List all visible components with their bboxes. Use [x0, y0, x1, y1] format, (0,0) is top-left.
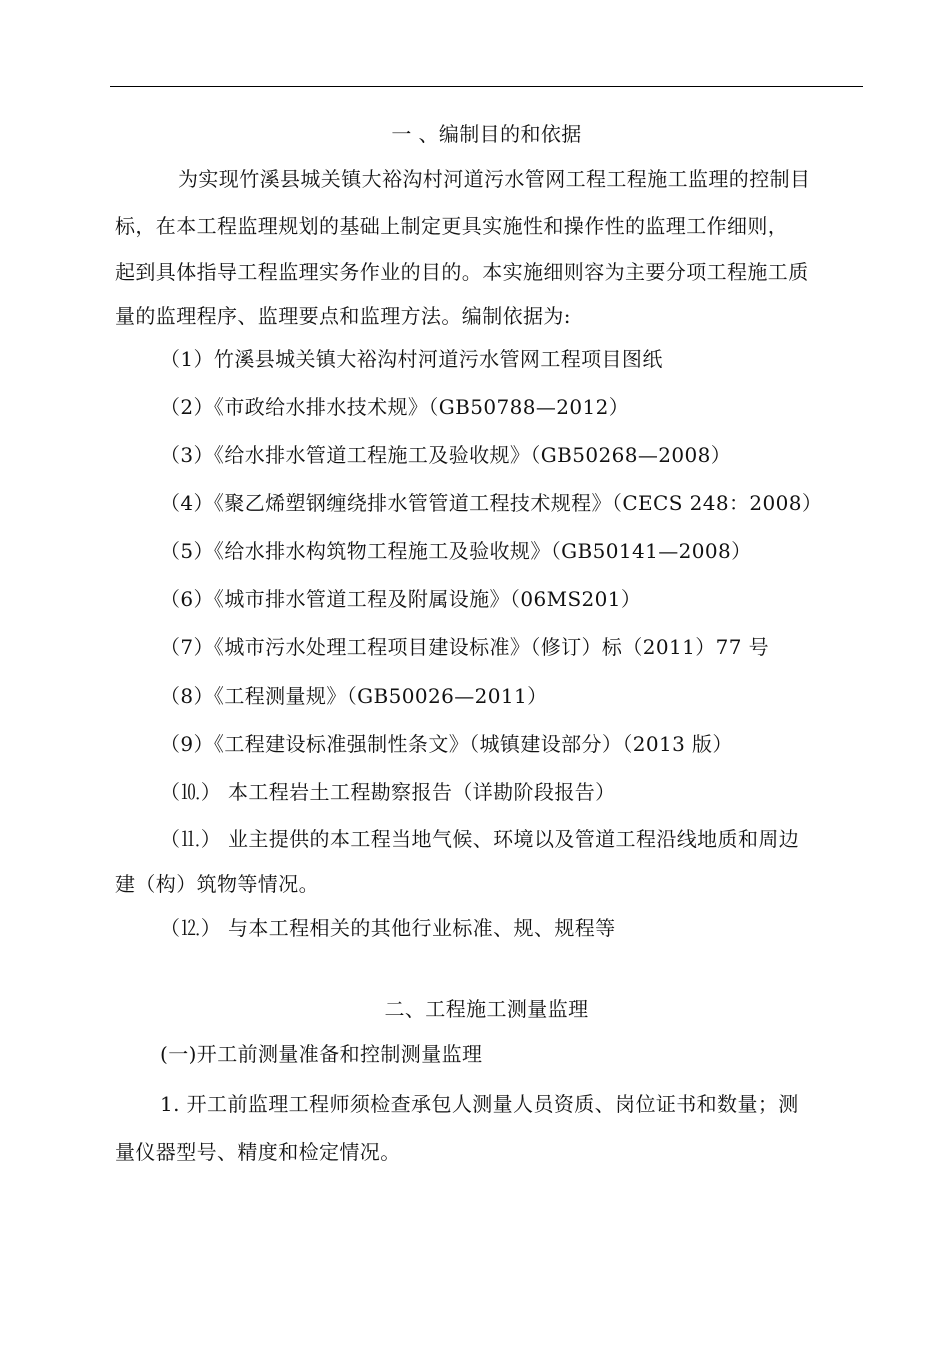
basis-item-3: （3）《给水排水管道工程施工及验收规》（GB50268—2008）	[160, 443, 732, 467]
intro-line-2: 标，在本工程监理规划的基础上制定更具实施性和操作性的监理工作细则，	[115, 214, 789, 238]
basis-item-8: （8）《工程测量规》（GB50026—2011）	[160, 684, 548, 708]
para-line-1: 1. 开工前监理工程师须检查承包人测量人员资质、岗位证书和数量；测	[160, 1092, 799, 1116]
basis-item-6: （6）《城市排水管道工程及附属设施》（06MS201）	[160, 587, 642, 611]
basis-item-10: （⒑） 本工程岩土工程勘察报告（详勘阶段报告）	[160, 780, 616, 804]
basis-item-11-cont: 建（构）筑物等情况。	[115, 872, 319, 896]
basis-item-4: （4）《聚乙烯塑钢缠绕排水管管道工程技术规程》（CECS 248：2008）	[160, 491, 823, 515]
section-heading-1: 一 、编制目的和依据	[391, 122, 582, 146]
basis-item-12: （⒓） 与本工程相关的其他行业标准、规、规程等	[160, 916, 616, 940]
basis-item-7: （7）《城市污水处理工程项目建设标准》（修订）标（2011）77 号	[160, 635, 770, 659]
basis-item-1: （1）竹溪县城关镇大裕沟村河道污水管网工程项目图纸	[160, 347, 663, 371]
para-line-2: 量仪器型号、精度和检定情况。	[115, 1140, 401, 1164]
header-rule	[110, 86, 863, 87]
basis-item-5: （5）《给水排水构筑物工程施工及验收规》（GB50141—2008）	[160, 539, 752, 563]
basis-item-2: （2）《市政给水排水技术规》（GB50788—2012）	[160, 395, 630, 419]
intro-line-4: 量的监理程序、监理要点和监理方法。编制依据为:	[115, 304, 571, 328]
basis-item-9: （9）《工程建设标准强制性条文》（城镇建设部分）（2013 版）	[160, 732, 733, 756]
intro-line-1: 为实现竹溪县城关镇大裕沟村河道污水管网工程工程施工监理的控制目	[178, 167, 811, 191]
subheading-1: (一)开工前测量准备和控制测量监理	[160, 1042, 483, 1066]
section-heading-2: 二、工程施工测量监理	[384, 997, 589, 1021]
basis-item-11: （⒒） 业主提供的本工程当地气候、环境以及管道工程沿线地质和周边	[160, 827, 800, 851]
intro-line-3: 起到具体指导工程监理实务作业的目的。本实施细则容为主要分项工程施工质	[115, 260, 809, 284]
